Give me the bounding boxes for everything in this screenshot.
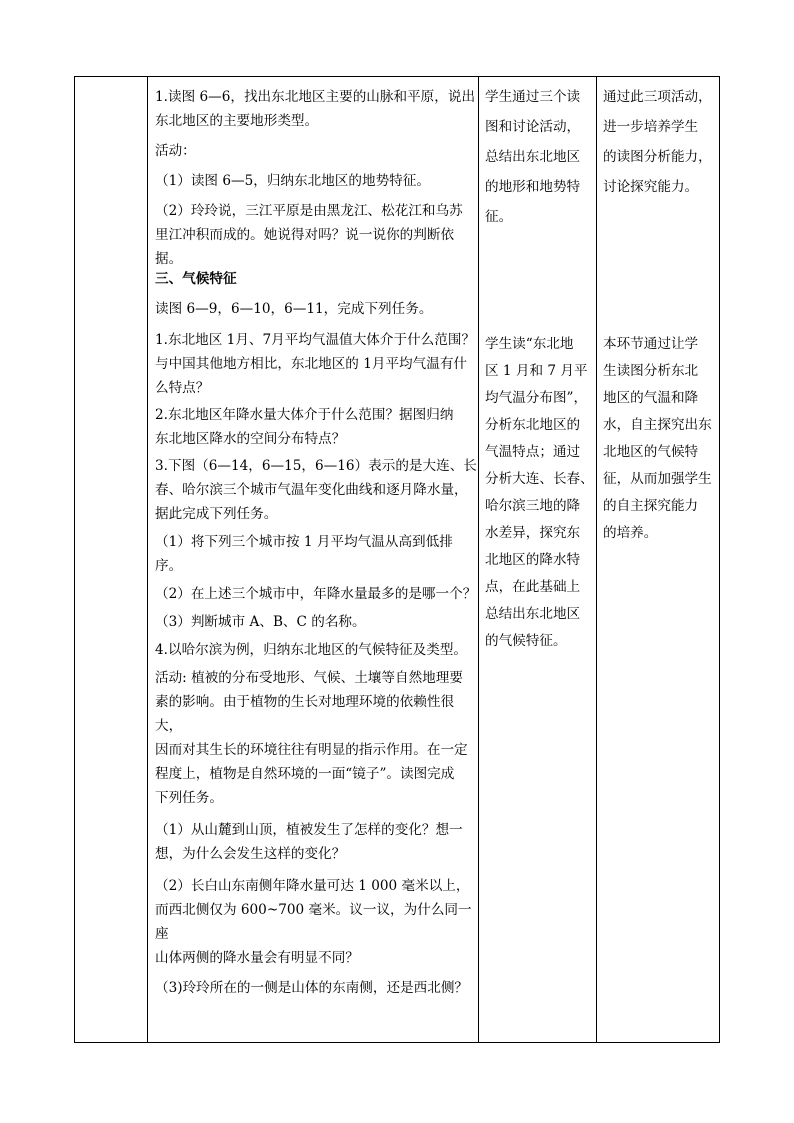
text-line: 通过此三项活动， [603, 89, 712, 105]
text-line: 素的影响。由于植物的生长对地理环境的依赖性很大， [155, 694, 455, 734]
text-line: 因而对其生长的环境往往有明显的指示作用。在一定 [155, 742, 468, 758]
text-line: 读图 6—9，6—10，6—11，完成下列任务。 [155, 301, 433, 317]
text-line: 分析东北地区的 [485, 417, 581, 433]
text-line: 生读图分析东北 [603, 363, 699, 379]
text-line: （1）从山麓到山顶，植被发生了怎样的变化？想一 [155, 822, 463, 838]
text-line: （3）判断城市 A、B、C 的名称。 [155, 614, 366, 630]
text-line: 哈尔滨三地的降 [485, 498, 581, 514]
text-line: 分析大连、长春、 [485, 471, 594, 487]
section-heading: 三、气候特征 [155, 271, 237, 287]
text-line: 的培养。 [603, 525, 658, 541]
text-line: 水，自主探究出东 [603, 417, 712, 433]
text-line: （2）长白山东南侧年降水量可达 1 000 毫米以上， [155, 878, 470, 894]
text-line: 里江冲积而成的。她说得对吗？说一说你的判断依据。 [155, 227, 455, 267]
text-line: 总结出东北地区 [485, 149, 581, 165]
text-line: （3)玲玲所在的一侧是山体的东南侧，还是西北侧？ [155, 980, 469, 996]
text-line: 3.下图（6—14，6—15，6—16）表示的是大连、长 [155, 458, 477, 474]
text-line: 学生读“东北地 [485, 336, 574, 352]
climate-section [155, 297, 479, 1000]
lesson-plan-table [74, 76, 720, 1043]
text-line: 么特点？ [155, 380, 210, 396]
text-line: 北地区的降水特 [485, 552, 581, 568]
text-line: 征。 [485, 209, 513, 225]
text-line: 区 1 月和 7 月平 [485, 363, 588, 379]
student-activity-landform [485, 85, 580, 229]
landform-section [155, 85, 479, 271]
text-line: 2.东北地区年降水量大体介于什么范围？据图归纳 [155, 407, 454, 423]
text-line: 4.以哈尔滨为例，归纳东北地区的气候特征及类型。 [155, 642, 468, 658]
text-line: （2）在上述三个城市中，年降水量最多的是哪一个？ [155, 586, 477, 602]
text-line: 征，从而加强学生 [603, 471, 712, 487]
text-line: 东北地区降水的空间分布特点？ [155, 431, 346, 447]
text-line: 活动： [155, 143, 196, 159]
text-line: 气温特点；通过 [485, 444, 581, 460]
text-line: 山体两侧的降水量会有明显不同？ [155, 950, 359, 966]
text-line: 的地形和地势特 [485, 179, 581, 195]
column-divider [596, 77, 597, 1042]
text-line: 图和讨论活动， [485, 119, 581, 135]
text-line: 1.读图 6—6，找出东北地区主要的山脉和平原，说出 [155, 89, 476, 105]
design-intent-climate [603, 332, 712, 545]
text-line: 下列任务。 [155, 790, 223, 806]
text-line: （1）将下列三个城市按 1 月平均气温从高到低排序。 [155, 534, 453, 574]
text-line: 水差异，探究东 [485, 525, 581, 541]
column-divider [147, 77, 148, 1042]
text-line: （1）读图 6—5，归纳东北地区的地势特征。 [155, 173, 430, 189]
text-line: 的自主探究能力 [603, 498, 699, 514]
text-line: 总结出东北地区 [485, 606, 581, 622]
text-line: 讨论探究能力。 [603, 179, 699, 195]
text-line: 北地区的气候特 [603, 444, 699, 460]
text-line: 想，为什么会发生这样的变化？ [155, 846, 346, 862]
text-line: 据此完成下列任务。 [155, 506, 278, 522]
text-line: 与中国其他地方相比，东北地区的 1月平均气温有什 [155, 356, 468, 372]
text-line: 的读图分析能力， [603, 149, 712, 165]
text-line: 东北地区的主要地形类型。 [155, 113, 319, 129]
student-activity-climate [485, 332, 594, 653]
text-line: 均气温分布图”， [485, 390, 588, 406]
text-line: 春、哈尔滨三个城市气温年变化曲线和逐月降水量， [155, 482, 468, 498]
design-intent-landform [603, 85, 712, 199]
text-line: 1.东北地区 1月、7月平均气温值大体介于什么范围？ [155, 332, 476, 348]
text-line: （2）玲玲说，三江平原是由黑龙江、松花江和乌苏 [155, 203, 463, 219]
text-line: 进一步培养学生 [603, 119, 699, 135]
text-line: 点，在此基础上 [485, 579, 581, 595]
text-line: 学生通过三个读 [485, 89, 581, 105]
text-line: 活动: 植被的分布受地形、气候、土壤等自然地理要 [155, 670, 463, 686]
text-line: 而西北侧仅为 600~700 毫米。议一议，为什么同一座 [155, 902, 472, 942]
text-line: 地区的气温和降 [603, 390, 699, 406]
text-line: 的气候特征。 [485, 633, 567, 649]
text-line: 程度上，植物是自然环境的一面“镜子”。读图完成 [155, 766, 455, 782]
text-line: 本环节通过让学 [603, 336, 699, 352]
